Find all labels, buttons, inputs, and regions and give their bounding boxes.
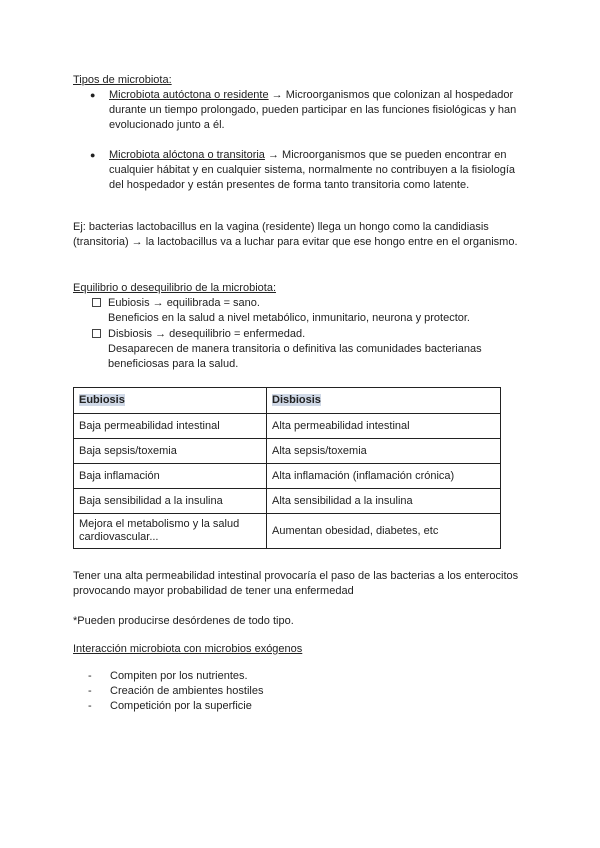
list-item: - Creación de ambientes hostiles — [88, 685, 264, 697]
dash-list — [88, 669, 263, 714]
checklist-desc: Beneficios en la salud a nivel metabólico, inmunitario, neurona y protector. — [108, 312, 470, 324]
comparison-table — [73, 387, 501, 549]
checklist-desc: Desaparecen de manera transitoria o definitiva las comunidades bacterianas beneficiosas para la salud. — [108, 343, 482, 370]
table-header-row — [74, 388, 501, 414]
note-paragraph: *Pueden producirse desórdenes de todo tipo. — [73, 615, 294, 627]
checklist-item — [92, 296, 532, 326]
table-cell: Alta sensibilidad a la insulina — [267, 489, 501, 514]
section-heading-interaccion: Interacción microbiota con microbios exógenos — [73, 643, 303, 655]
bullet-icon: ● — [90, 150, 96, 160]
table-header-cell: Disbiosis — [267, 388, 501, 414]
definition: → Microorganismos que se pueden encontrar en cualquier hábitat y en cualquier sistema, normalmente no contribuyen a la fisiología del hospedador y están presentes de forma tanto transitoria como latente. — [109, 149, 516, 191]
definition: → Microorganismos que colonizan al hospedador durante un tiempo prolongado, pueden participar en las funciones fisiológicas y han evolucionado junto a él. — [109, 89, 517, 131]
list-item — [90, 148, 530, 193]
section-heading-equilibrio: Equilibrio o desequilibrio de la microbiota: — [73, 282, 277, 294]
bullet-icon: ● — [90, 90, 96, 100]
table-cell: Baja inflamación — [74, 464, 267, 489]
table-row — [74, 514, 501, 549]
list-item: - Competición por la superficie — [88, 700, 252, 712]
table-cell: Baja permeabilidad intestinal — [74, 414, 267, 439]
table-cell: Alta inflamación (inflamación crónica) — [267, 464, 501, 489]
table-cell: Aumentan obesidad, diabetes, etc — [267, 514, 501, 549]
checkbox[interactable] — [92, 329, 101, 338]
checklist-title: Eubiosis → equilibrada = sano. — [108, 297, 260, 309]
checkbox[interactable] — [92, 298, 101, 307]
table-row — [74, 414, 501, 439]
table-row — [74, 489, 501, 514]
list-item — [90, 88, 530, 133]
list-item: - Compiten por los nutrientes. — [88, 670, 248, 682]
term: Microbiota alóctona o transitoria — [109, 149, 265, 161]
table-row — [74, 464, 501, 489]
section-heading-tipos: Tipos de microbiota: — [73, 74, 172, 86]
table-cell: Alta permeabilidad intestinal — [267, 414, 501, 439]
term: Microbiota autóctona o residente — [109, 89, 269, 101]
table-row — [74, 439, 501, 464]
table-cell: Baja sepsis/toxemia — [74, 439, 267, 464]
permeability-paragraph: Tener una alta permeabilidad intestinal provocaría el paso de las bacterias a los enterocitos provocando mayor probabilidad de tener una enfermedad — [73, 570, 519, 597]
table-cell: Mejora el metabolismo y la salud cardiovascular... — [74, 514, 267, 549]
example-paragraph: Ej: bacterias lactobacillus en la vagina (residente) llega un hongo como la candidiasis (transitoria) → la lactobacillus va a luchar para evitar que ese hongo entre en el organismo. — [73, 221, 518, 248]
checklist-title: Disbiosis → desequilibrio = enfermedad. — [108, 328, 306, 340]
table-cell: Alta sepsis/toxemia — [267, 439, 501, 464]
table-header-cell: Eubiosis — [74, 388, 267, 414]
checklist-item — [92, 327, 532, 372]
table-cell: Baja sensibilidad a la insulina — [74, 489, 267, 514]
